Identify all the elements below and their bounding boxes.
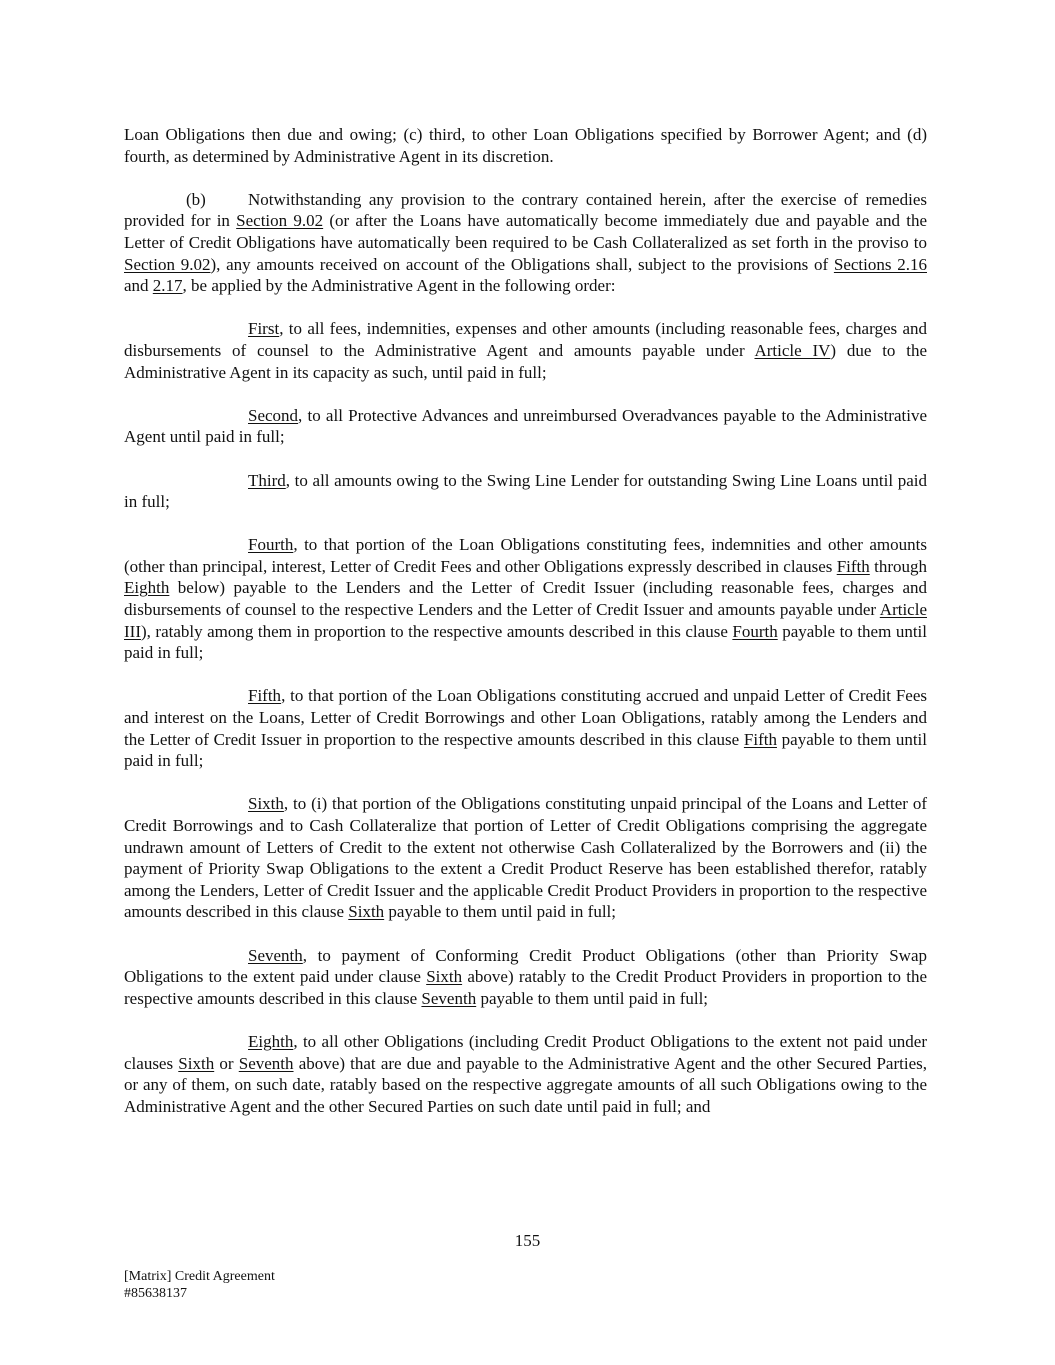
- paragraph-eighth: Eighth, to all other Obligations (including Credit Product Obligations to the extent not paid under clauses Sixth or Seventh above) that are due and payable to the Administrative Agent and the other Secured Parties, or any of them, on such date, ratably based on the respective aggregate amounts of all such Obligations owing to the Administrative Agent and the other Secured Parties on such date until paid in full; and: [124, 1031, 928, 1116]
- clause-reference: Fourth: [732, 621, 778, 641]
- paragraph-fourth: Fourth, to that portion of the Loan Obligations constituting fees, indemnities and other amounts (other than principal, interest, Letter of Credit Fees and other Obligations expressly described in clauses Fifth through Eighth below) payable to the Lenders and the Letter of Credit Issuer (including reasonable fees, charges and disbursements of counsel to the respective Lenders and the Letter of Credit Issuer and amounts payable under Article III), ratably among them in proportion to the respective amounts described in this clause Fourth payable to them until paid in full;: [124, 535, 927, 663]
- clause-heading: Third: [248, 470, 286, 490]
- clause-reference: Seventh: [421, 988, 477, 1008]
- section-reference: Section 9.02: [236, 211, 324, 231]
- clause-heading: Sixth: [248, 794, 284, 814]
- page-number: 155: [514, 1231, 541, 1250]
- section-reference: Sections 2.16: [833, 254, 927, 274]
- document-footer: [124, 1268, 275, 1302]
- document-body: [124, 124, 927, 1139]
- clause-heading: Fourth: [248, 535, 294, 555]
- clause-heading: Seventh: [248, 945, 303, 965]
- clause-reference: Fifth: [743, 729, 777, 749]
- clause-reference: Sixth: [426, 967, 463, 987]
- article-reference: Article III: [124, 600, 927, 641]
- clause-heading: Fifth: [248, 686, 282, 706]
- clause-reference: Sixth: [178, 1053, 215, 1073]
- clause-reference: Seventh: [238, 1053, 294, 1073]
- paragraph-continuation: [124, 124, 927, 167]
- paragraph-b: (b) Notwithstanding any provision to the contrary contained herein, after the exercise of remedies provided for in Section 9.02 (or after the Loans have automatically become immediately due and payable and the Letter of Credit Obligations have automatically been required to be Cash Collateralized as set forth in the proviso to Section 9.02), any amounts received on account of the Obligations shall, subject to the provisions of Sections 2.16 and 2.17, be applied by the Administrative Agent in the following order:: [124, 189, 927, 296]
- article-reference: Article IV: [754, 340, 831, 360]
- paragraph-fifth: Fifth, to that portion of the Loan Obligations constituting accrued and unpaid Letter of Credit Fees and interest on the Loans, Letter of Credit Borrowings and other Loan Obligations, ratably among the Lenders and the Letter of Credit Issuer in proportion to the respective amounts described in this clause Fifth payable to them until paid in full;: [124, 686, 927, 771]
- paragraph-sixth: Sixth, to (i) that portion of the Obligations constituting unpaid principal of the Loans and Letter of Credit Borrowings and to Cash Collateralize that portion of Letter of Credit Obligations comprising the aggregate undrawn amount of Letters of Credit to the extent not otherwise Cash Collateralized by the Borrowers and (ii) the payment of Priority Swap Obligations to the extent a Credit Product Reserve has been established therefor, ratably among the Lenders, Letter of Credit Issuer and the applicable Credit Product Providers in proportion to the respective amounts described in this clause Sixth payable to them until paid in full;: [124, 794, 927, 922]
- clause-heading: First: [248, 319, 280, 339]
- clause-label-b: (b): [186, 189, 206, 209]
- paragraph-third: Third, to all amounts owing to the Swing Line Lender for outstanding Swing Line Loans until paid in full;: [124, 470, 927, 512]
- clause-reference: Eighth: [124, 578, 170, 598]
- clause-heading: Second: [248, 405, 299, 425]
- section-reference: Section 9.02: [124, 254, 211, 274]
- section-reference: 2.17: [152, 276, 183, 296]
- clause-reference: Sixth: [348, 902, 385, 922]
- paragraph-text: Loan Obligations then due and owing; (c) third, to other Loan Obligations specified by Borrower Agent; and (d) fourth, as determined by Administrative Agent in its discretion.: [124, 125, 927, 166]
- clause-reference: Fifth: [836, 556, 870, 576]
- clause-heading: Eighth: [248, 1031, 294, 1051]
- paragraph-seventh: Seventh, to payment of Conforming Credit Product Obligations (other than Priority Swap Obligations to the extent paid under clause Sixth above) ratably to the Credit Product Providers in proportion to the respective amounts described in this clause Seventh payable to them until paid in full;: [124, 945, 927, 1008]
- paragraph-first: First, to all fees, indemnities, expenses and other amounts (including reasonable fees, charges and disbursements of counsel to the Administrative Agent and amounts payable under Article IV) due to the Administrative Agent in its capacity as such, until paid in full;: [124, 319, 927, 382]
- footer-document-id: #85638137: [124, 1286, 187, 1301]
- footer-document-title: [Matrix] Credit Agreement: [124, 1269, 275, 1284]
- paragraph-second: Second, to all Protective Advances and unreimbursed Overadvances payable to the Administrative Agent until paid in full;: [124, 405, 927, 447]
